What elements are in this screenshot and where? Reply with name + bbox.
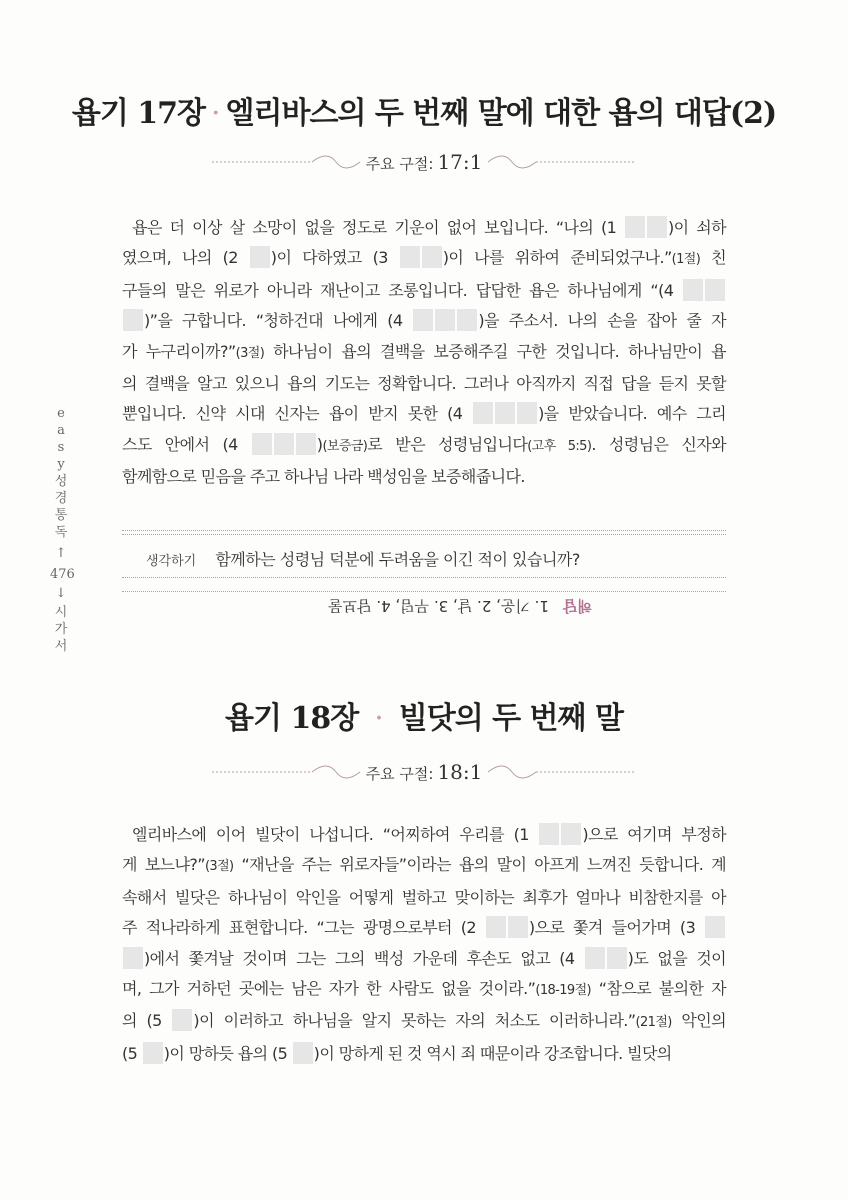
key-verse-ref: 18:1 <box>437 760 483 784</box>
answer-text: 1. 기운, 2. 날, 3. 무덤, 4. 담보물 <box>328 597 549 615</box>
text-segment: . 성령님은 신자와 <box>591 434 727 454</box>
verse-reference: (고후 5:5) <box>527 438 592 454</box>
chapter-18-title <box>0 693 848 737</box>
answer-blank <box>585 947 605 969</box>
text-segment: 였으며, 나의 (2 <box>122 248 249 268</box>
key-verse-ref: 17:1 <box>437 150 483 174</box>
verse-reference: (3절) <box>235 345 265 361</box>
text-segment: )이 다하였고 (3 <box>270 248 399 268</box>
text-segment: 함께함으로 믿음을 주고 하나님 나라 백성임을 보증해줍니다. <box>122 467 525 487</box>
answer-blank <box>457 309 477 331</box>
answer-blank <box>143 1042 163 1064</box>
text-segment: 하나님이 욥의 결백을 보증해주길 구한 것입니다. 하나님만이 욥 <box>264 341 726 361</box>
text-segment: “참으로 불의한 자 <box>591 979 726 999</box>
answer-blank <box>400 246 420 268</box>
chapter-18-key-verse <box>0 756 848 786</box>
chapter-18-title-text: 빌닷의 두 번째 말 <box>398 701 623 736</box>
answer-blank <box>293 1042 313 1064</box>
text-line <box>122 944 726 974</box>
answer-blank <box>250 246 270 268</box>
answer-blank <box>422 246 442 268</box>
answer-blank <box>296 433 316 455</box>
divider-answer-top <box>122 591 726 592</box>
answer-upside-down <box>260 596 660 617</box>
chapter-18-title-number: 욥기 18장 <box>225 701 359 736</box>
sidebar-section: 시 가 서 <box>54 605 68 654</box>
text-segment: )이 나를 위하여 준비되었구나.” <box>442 248 672 268</box>
text-line <box>122 213 726 243</box>
text-segment: 의 결백을 알고 있으니 욥의 기도는 정확합니다. 그러나 아직까지 직접 답을 듣지 못할 <box>122 374 726 394</box>
page-number: 476 <box>50 567 75 582</box>
think-section <box>146 547 580 570</box>
text-segment: )을 받았습니다. 예수 그리 <box>538 404 726 424</box>
answer-blank <box>413 309 433 331</box>
answer-blank <box>252 433 272 455</box>
text-line <box>122 1006 726 1038</box>
answer-blank <box>435 309 455 331</box>
text-line <box>122 883 726 913</box>
text-segment: )을 주소서. 나의 손을 잡아 줄 자 <box>478 311 726 331</box>
text-segment: 의 (5 <box>122 1011 172 1031</box>
text-segment: 며, 그가 거하던 곳에는 남은 자가 한 사람도 없을 것이라.” <box>122 979 536 999</box>
text-line <box>122 430 726 462</box>
text-line <box>122 1039 726 1069</box>
verse-reference: (1절) <box>671 252 701 268</box>
text-segment: (보증금) <box>322 438 368 454</box>
think-label: 생각하기 <box>146 554 197 569</box>
think-question: 함께하는 성령님 덕분에 두려움을 이긴 적이 있습니까? <box>215 550 580 569</box>
text-line <box>122 276 726 306</box>
title-separator-dot: · <box>210 96 220 131</box>
answer-blank <box>561 823 581 845</box>
divider-middle <box>122 577 726 578</box>
answer-blank <box>508 916 528 938</box>
text-line <box>122 913 726 943</box>
text-line <box>122 850 726 882</box>
sidebar-book-title: 성 경 통 독 <box>54 474 68 540</box>
chapter-17-key-verse <box>0 146 848 176</box>
text-segment: 주 적나라하게 표현합니다. “그는 광명으로부터 (2 <box>122 918 485 938</box>
text-segment: 엘리바스에 이어 빌닷이 나섭니다. “어찌하여 우리를 (1 <box>132 825 539 844</box>
answer-blank <box>172 1009 192 1031</box>
text-segment: 로 받은 성령님입니다 <box>367 434 528 454</box>
text-segment: )에서 쫓겨날 것이며 그는 그의 백성 가운데 후손도 없고 (4 <box>144 948 584 968</box>
answer-blank <box>274 433 294 455</box>
sidebar-series: e a s y <box>57 406 65 472</box>
answer-blank <box>495 402 515 424</box>
answer-blank <box>705 916 725 938</box>
verse-reference: (21절) <box>635 1015 672 1031</box>
chapter-17-title-number: 욥기 17장 <box>71 96 205 131</box>
answer-blank <box>647 216 667 238</box>
text-segment: )이 쇠하 <box>668 218 726 237</box>
answer-blank <box>123 947 143 969</box>
answer-blank <box>683 279 703 301</box>
text-segment: 뿐입니다. 신약 시대 신자는 욥이 받지 못한 (4 <box>122 404 473 424</box>
text-segment: )으로 쫓겨 들어가며 (3 <box>528 918 705 938</box>
text-segment: 게 보느냐?” <box>122 855 205 875</box>
chapter-17-title <box>0 88 848 132</box>
answer-blank <box>607 947 627 969</box>
text-segment: “재난을 주는 위로자들”이라는 욥의 말이 아프게 느껴진 듯합니다. 계 <box>233 855 726 875</box>
text-segment: )이 망하게 된 것 역시 죄 때문이라 강조합니다. 빌닷의 <box>313 1043 672 1063</box>
answer-label: 해답 <box>562 597 592 615</box>
text-segment: 욥은 더 이상 살 소망이 없을 정도로 기운이 없어 보입니다. “나의 (1 <box>132 218 625 237</box>
text-segment: (5 <box>122 1043 142 1063</box>
answer-blank <box>517 402 537 424</box>
divider-top <box>122 530 726 531</box>
text-line <box>122 306 726 336</box>
verse-reference: (3절) <box>204 859 234 875</box>
text-line <box>122 974 726 1006</box>
chapter-17-body <box>122 213 726 493</box>
text-segment: 가 누구리이까?” <box>122 341 236 361</box>
text-line <box>122 337 726 369</box>
text-line <box>122 820 726 850</box>
text-segment: )으로 여기며 부정하 <box>582 825 726 844</box>
sidebar <box>50 405 75 655</box>
text-segment: )이 망하듯 욥의 (5 <box>163 1043 292 1063</box>
text-segment: )”을 구합니다. “청하건대 나에게 (4 <box>144 311 413 331</box>
answer-blank <box>705 279 725 301</box>
key-verse-label: 주요 구절: <box>365 155 434 173</box>
chapter-18-body <box>122 820 726 1069</box>
text-segment: 악인의 <box>671 1011 726 1031</box>
text-segment: 스도 안에서 (4 <box>122 434 251 454</box>
text-segment: )도 없을 것이 <box>627 948 726 968</box>
answer-blank <box>123 309 143 331</box>
text-line <box>122 399 726 429</box>
divider-top-2 <box>122 534 726 535</box>
arrow-down-icon: ↓ <box>55 586 67 601</box>
arrow-up-icon: ↑ <box>55 546 67 561</box>
text-line <box>122 243 726 275</box>
text-segment: 속해서 빌닷은 하나님이 악인을 어떻게 벌하고 맞이하는 최후가 얼마나 비참한지를 아 <box>122 887 726 907</box>
text-segment: )이 이러하고 하나님을 알지 못하는 자의 처소도 이러하니라.” <box>193 1011 636 1031</box>
chapter-17-title-text: 엘리바스의 두 번째 말에 대한 욥의 대답(2) <box>225 96 777 131</box>
answer-blank <box>539 823 559 845</box>
answer-blank <box>486 916 506 938</box>
answer-blank <box>473 402 493 424</box>
text-segment: 구들의 말은 위로가 아니라 재난이고 조롱입니다. 답답한 욥은 하나님에게 “(4 <box>122 280 682 300</box>
title-separator-dot: · <box>374 701 383 736</box>
text-segment: ) <box>316 434 323 454</box>
text-line <box>122 369 726 399</box>
verse-reference: (18-19절) <box>535 983 592 999</box>
text-line <box>122 462 726 492</box>
key-verse-label: 주요 구절: <box>365 765 434 783</box>
answer-blank <box>625 216 645 238</box>
text-segment: 친 <box>700 248 727 268</box>
